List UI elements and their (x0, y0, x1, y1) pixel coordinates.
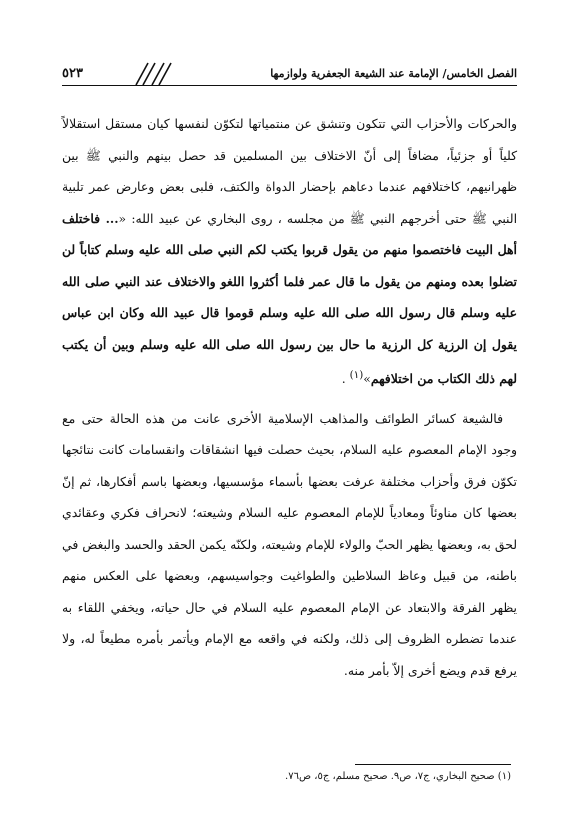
footnote-1: (١) صحيح البخاري، ج٧، ص٩. صحيح مسلم، ج٥، ص٧٦. (285, 771, 511, 782)
paragraph-1 (62, 108, 517, 395)
hadith-quote: ... فاختلف أهل البيت فاختصموا منهم من يقول قربوا يكتب لكم النبي صلى الله عليه وسلم كتاباً لن تضلوا بعده ومنهم من يقول ما قال عمر فلما أكثروا اللغو والاختلاف عند النبي صلى الله عليه وسلم قال رسول الله صلى الله عليه وسلم قوموا قال عبيد الله وكان ابن عباس يقول إن الرزية كل الرزية ما حال بين رسول الله صلى الله عليه وسلم وبين أن يكتب لهم ذلك الكتاب من اختلافهم (62, 210, 517, 387)
header-slashes-ornament (128, 62, 178, 86)
footnote-reference[interactable]: (١) (349, 369, 364, 381)
footnote-separator (355, 764, 511, 765)
running-header (62, 64, 517, 86)
paragraph-1-end: . (341, 371, 350, 387)
header-rule (62, 85, 517, 86)
body-text (62, 108, 517, 686)
chapter-title: الفصل الخامس/ الإمامة عند الشيعة الجعفرية ولوازمها (270, 67, 517, 80)
paragraph-2: فالشيعة كسائر الطوائف والمذاهب الإسلامية الأخرى عانت من هذه الحالة حتى مع وجود الإمام المعصوم عليه السلام، بحيث حصلت فيها انشقاقات وانقسامات كانت نتائجها تكوّن فرق وأحزاب مختلفة عرفت بعضها بأسماء مؤسسيها، وبعضها باسم أفكارها، ثم إنّ بعضها كان مناوئاً ومعادياً للإمام المعصوم عليه السلام وشيعته؛ لانحراف فكري وعقائدي لحق به، وبعضها يظهر الحبّ والولاء للإمام وشيعته، ولكنّه يكمن الحقد والحسد والبغض في باطنه، من قبيل وعاظ السلاطين والطواغيت وجواسيسهم، وبعضها على العكس منهم يظهر الفرقة والابتعاد عن الإمام المعصوم عليه السلام في حال حياته، ويخفي اللقاء به عندما تضطره الظروف إلى ذلك، ولكنه في واقعه مع الإمام ويأتمر بأمره مطيعاً له، ولا يرفع قدم ويضع أخرى إلاّ بأمر منه. (62, 410, 517, 678)
quote-close: » (363, 371, 371, 387)
page-number: ٥٢٣ (62, 66, 83, 81)
paragraph-1-text: والحركات والأحزاب التي تتكون وتنشق عن منتمياتها لتكوّن لنفسها كيان مستقل استقلالاً كلياً أو جزئياً، مضافاً إلى أنّ الاختلاف بين المسلمين قد حصل بينهم والنبي ﷺ بين ظهرانيهم، كاختلافهم عندما دعاهم بإحضار الدواة والكتف، فلبى بعض وعارض عمر تلبية النبي ﷺ حتى أخرجهم النبي ﷺ من مجلسه ، روى البخاري عن عبيد الله: « (62, 116, 518, 226)
